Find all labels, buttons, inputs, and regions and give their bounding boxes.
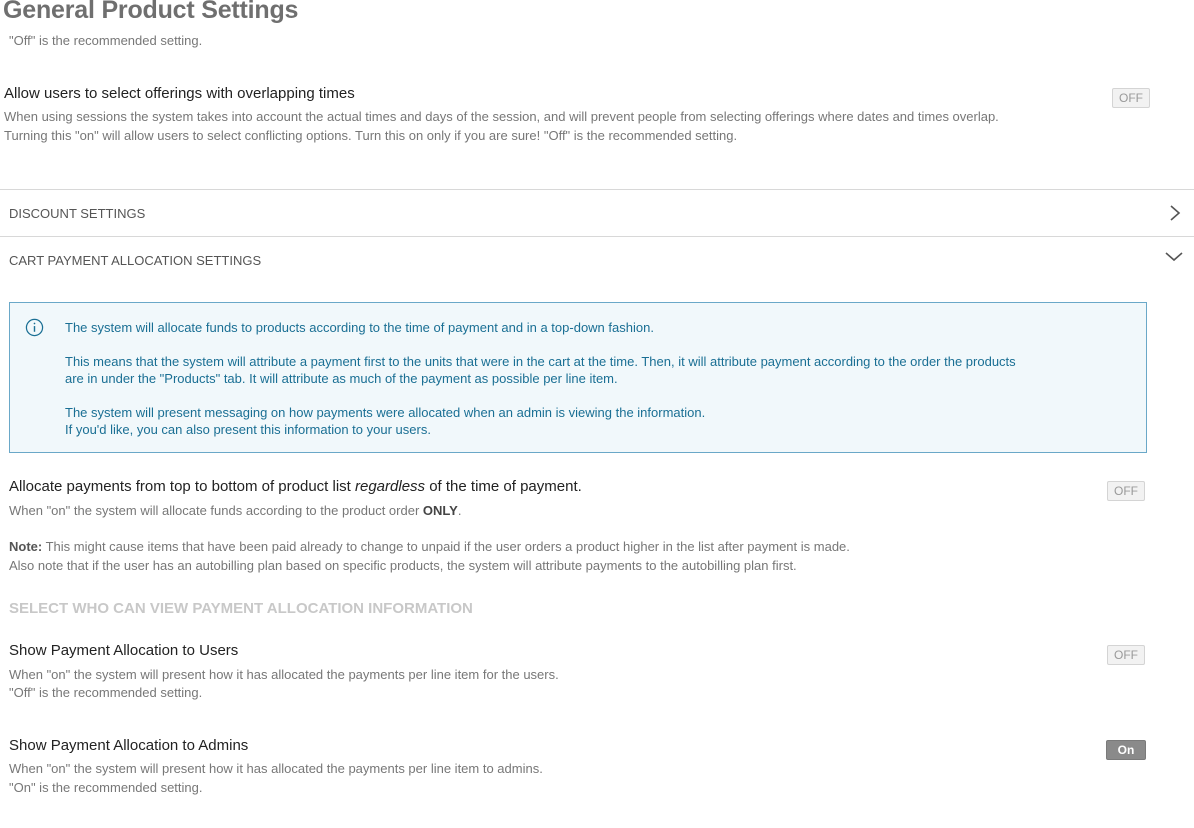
discount-settings-label: DISCOUNT SETTINGS — [9, 206, 146, 221]
allocate-setting-desc — [9, 501, 461, 520]
cart-payment-allocation-section[interactable] — [0, 237, 1194, 283]
allocate-title-part1: Allocate payments from top to bottom of product list — [9, 478, 355, 495]
allocate-setting-title — [9, 478, 582, 495]
show-users-title: Show Payment Allocation to Users — [9, 642, 239, 659]
show-admins-toggle[interactable]: On — [1106, 740, 1146, 760]
allocate-note-line2: Also note that if the user has an autobilling plan based on specific products, the system will attribute payments to the autobilling plan first. — [9, 558, 797, 573]
show-users-desc-line2: "Off" is the recommended setting. — [9, 685, 203, 700]
info-text-line5: If you'd like, you can also present this information to your users. — [65, 422, 431, 437]
allocate-desc-part2: . — [457, 503, 462, 518]
info-text-line2: This means that the system will attribute a payment first to the units that were in the cart at the time. Then, it will attribute payment according to the order the products — [65, 354, 1016, 369]
allocate-title-emphasis: regardless — [355, 478, 426, 495]
note-label: Note: — [9, 539, 43, 554]
overlap-setting-desc-line1: When using sessions the system takes into account the actual times and days of the session, and will prevent people from selecting offerings where dates and times overlap. — [4, 109, 999, 124]
show-admins-title: Show Payment Allocation to Admins — [9, 737, 249, 754]
overlap-toggle[interactable]: OFF — [1112, 88, 1150, 108]
allocate-desc-strong: ONLY — [422, 503, 458, 518]
visibility-heading: SELECT WHO CAN VIEW PAYMENT ALLOCATION INFORMATION — [9, 600, 473, 617]
info-text-line4: The system will present messaging on how payments were allocated when an admin is viewing the information. — [65, 405, 706, 420]
show-users-toggle[interactable]: OFF — [1107, 645, 1145, 665]
info-icon — [25, 318, 44, 337]
note-text: This might cause items that have been paid already to change to unpaid if the user orders a product higher in the list after payment is made. — [42, 539, 850, 554]
allocate-title-part2: of the time of payment. — [425, 478, 582, 495]
overlap-setting-desc-line2: Turning this "on" will allow users to select conflicting options. Turn this on only if you are sure! "Off" is the recommended setting. — [4, 128, 738, 143]
show-admins-desc-line2: "On" is the recommended setting. — [9, 780, 203, 795]
discount-settings-section[interactable] — [0, 190, 1194, 236]
allocate-toggle[interactable]: OFF — [1107, 481, 1145, 501]
chevron-down-icon — [1164, 247, 1184, 267]
page-title: General Product Settings — [3, 0, 298, 25]
chevron-right-icon — [1165, 203, 1185, 223]
show-users-desc-line1: When "on" the system will present how it has allocated the payments per line item for the users. — [9, 667, 559, 682]
show-admins-desc-line1: When "on" the system will present how it has allocated the payments per line item to admins. — [9, 761, 543, 776]
overlap-setting-title: Allow users to select offerings with overlapping times — [4, 85, 355, 102]
allocate-desc-part1: When "on" the system will allocate funds according to the product order — [9, 503, 423, 518]
info-box — [9, 302, 1147, 453]
cut-off-note: "Off" is the recommended setting. — [9, 33, 203, 48]
info-text-line3: are in under the "Products" tab. It will attribute as much of the payment as possible per line item. — [65, 371, 618, 386]
allocate-note-line1 — [9, 537, 850, 556]
cart-payment-allocation-label: CART PAYMENT ALLOCATION SETTINGS — [9, 253, 262, 268]
info-text-line1: The system will allocate funds to products according to the time of payment and in a top-down fashion. — [65, 320, 654, 335]
